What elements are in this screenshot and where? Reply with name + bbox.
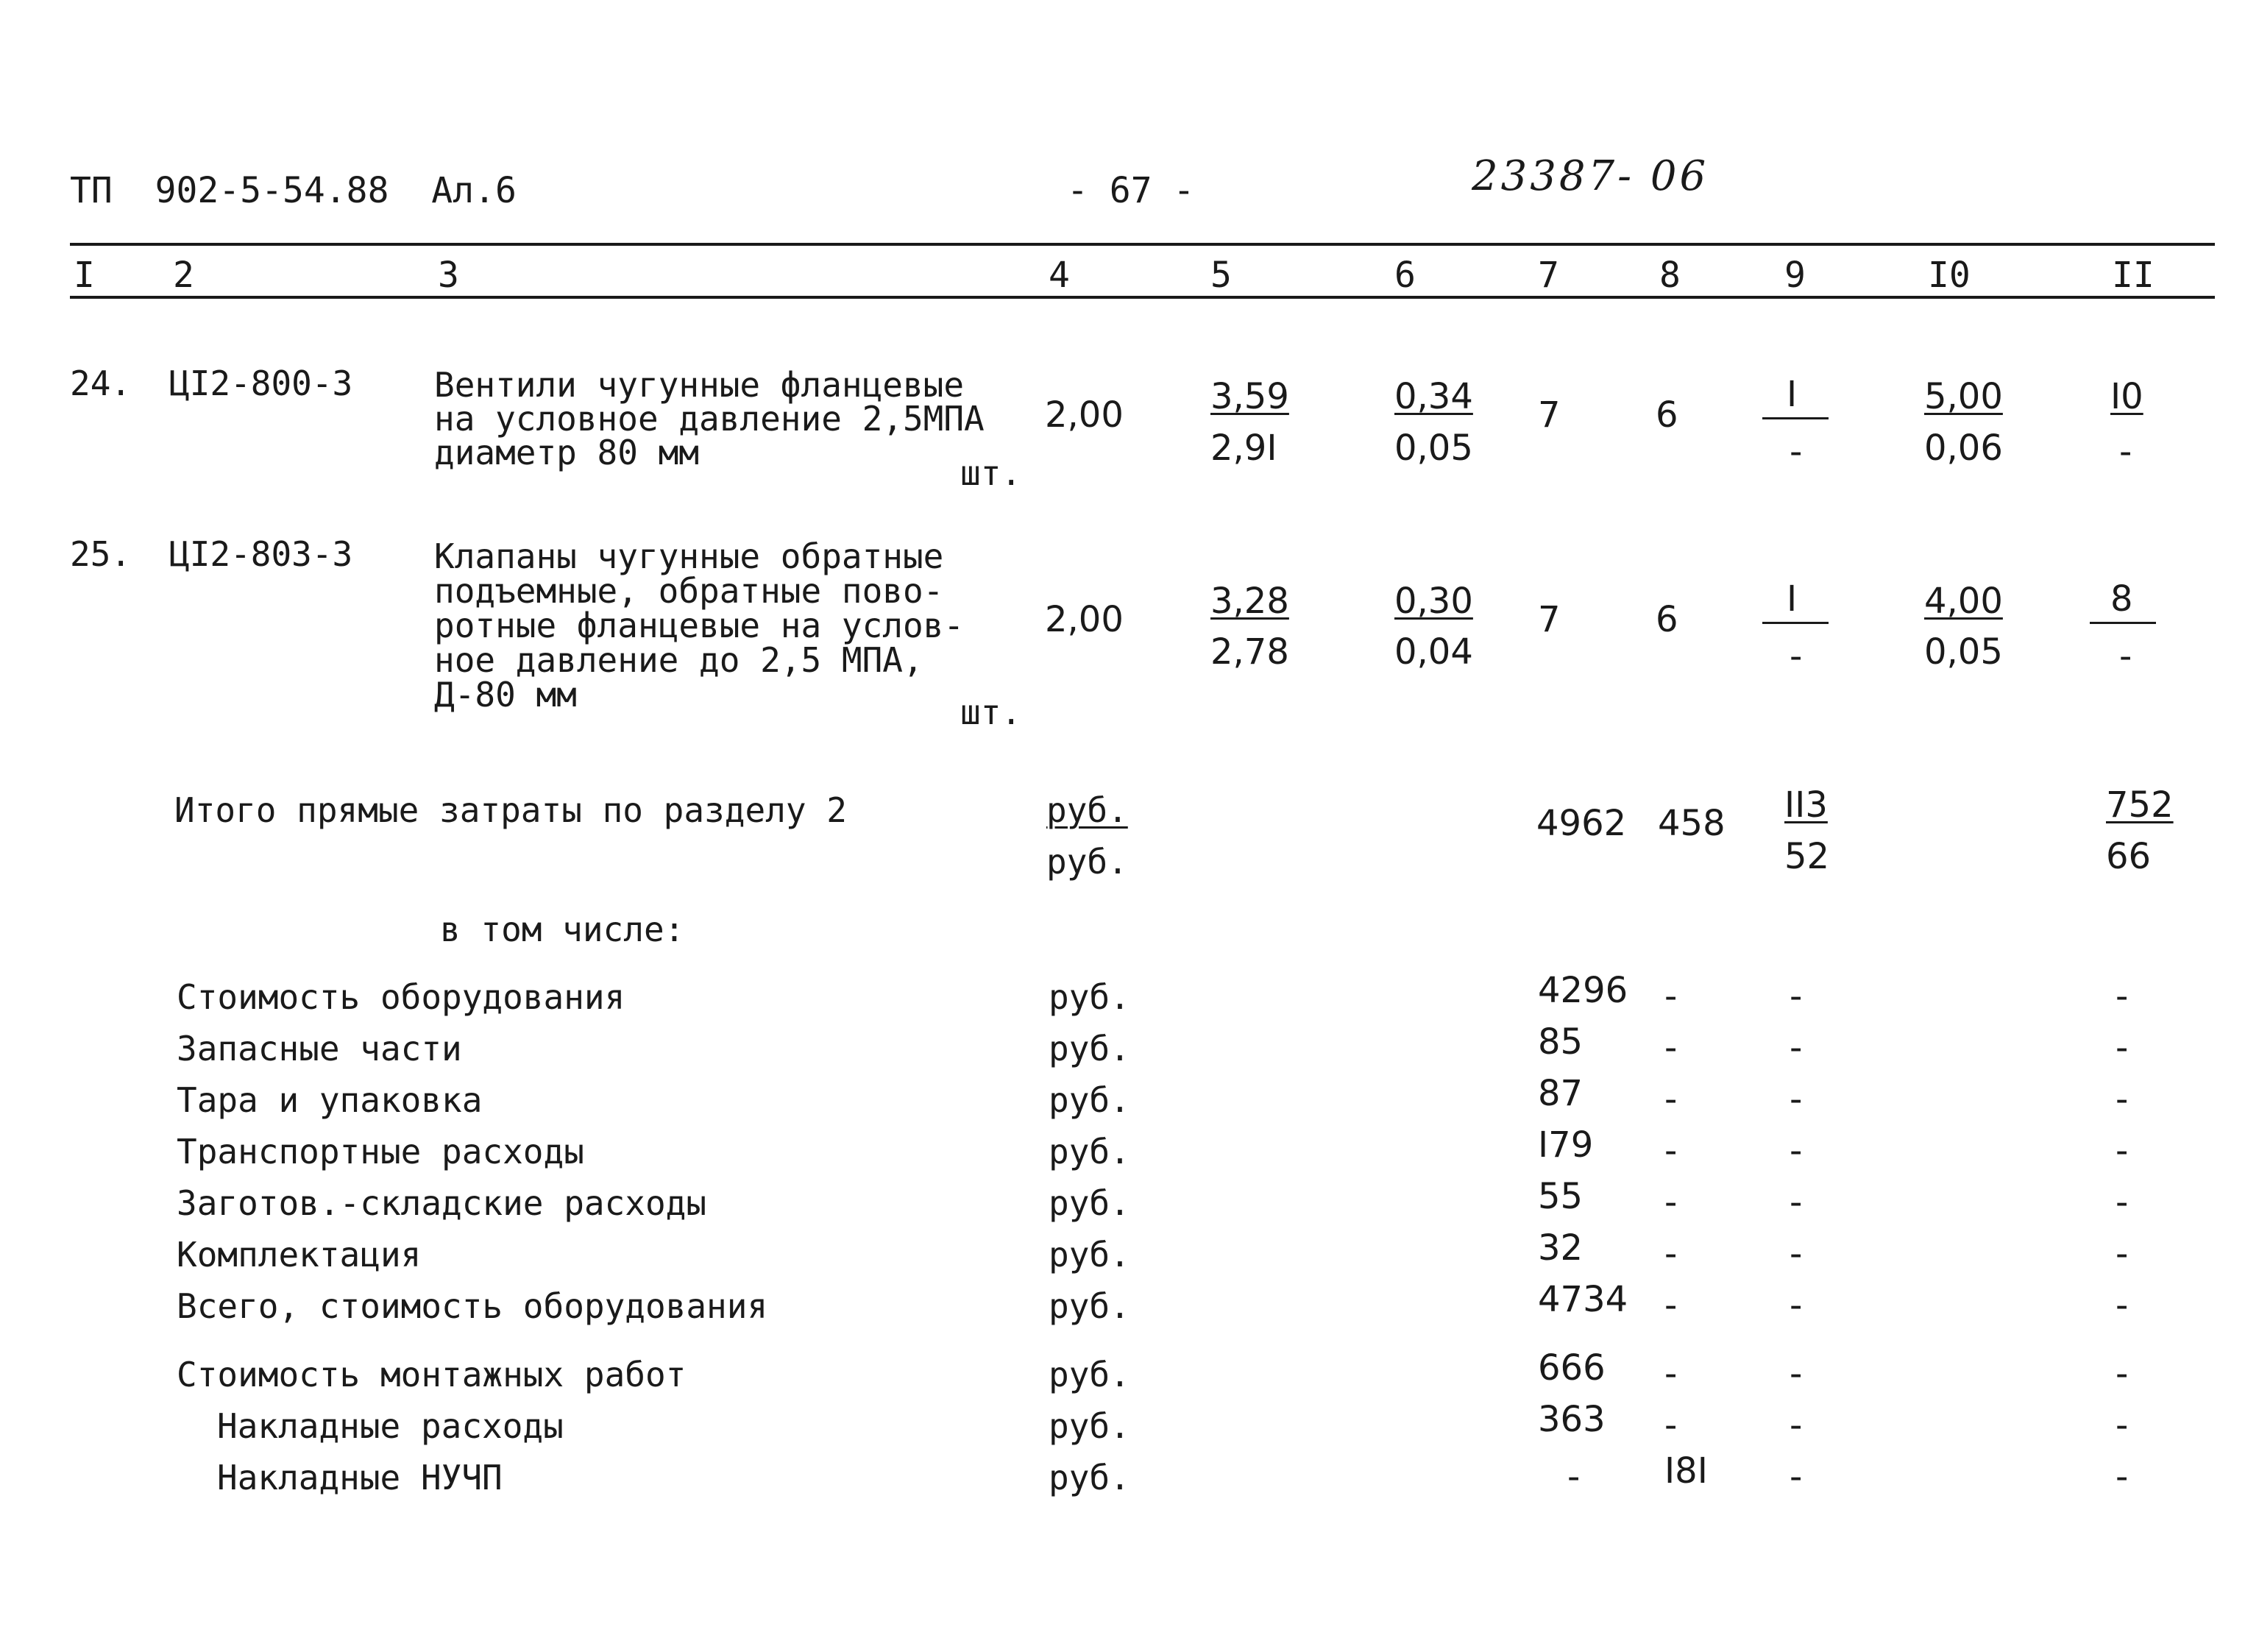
total-col11-bottom: 66 — [2106, 836, 2152, 877]
item-col5-bottom: 2,78 — [1210, 631, 1289, 673]
column-header-1: I — [74, 255, 95, 296]
total-col11-top: 752 — [2106, 784, 2174, 826]
breakdown-label: Накладные расходы — [217, 1406, 564, 1446]
item-col9-bottom: - — [1790, 636, 1803, 677]
breakdown-col8: - — [1664, 1285, 1678, 1326]
breakdown-col7: - — [1567, 1456, 1581, 1497]
breakdown-col8: - — [1664, 976, 1678, 1017]
item-description-line: Клапаны чугунные обратные — [434, 536, 944, 576]
breakdown-col9: - — [1790, 1130, 1803, 1171]
breakdown-col9: - — [1790, 1285, 1803, 1326]
breakdown-col11: - — [2116, 1456, 2129, 1497]
column-header-4: 4 — [1049, 255, 1070, 296]
fraction-bar — [1762, 417, 1829, 419]
breakdown-label: Запасные части — [177, 1029, 462, 1068]
column-header-9: 9 — [1784, 255, 1806, 296]
item-description-line: Вентили чугунные фланцевые — [434, 365, 965, 405]
breakdown-col11: - — [2116, 1130, 2129, 1171]
breakdown-col8: - — [1664, 1353, 1678, 1394]
breakdown-unit: руб. — [1049, 977, 1130, 1017]
fraction-bar — [1762, 622, 1829, 624]
item-unit: шт. — [960, 692, 1022, 732]
item-col11-bottom: - — [2119, 431, 2132, 472]
breakdown-col8: - — [1664, 1130, 1678, 1171]
breakdown-col7: 4296 — [1538, 970, 1628, 1011]
item-col9-bottom: - — [1790, 431, 1803, 472]
breakdown-label: Стоимость оборудования — [177, 977, 625, 1017]
total-col8: 458 — [1658, 803, 1726, 844]
item-code: ЦI2-800-3 — [169, 364, 353, 403]
breakdown-col9: - — [1790, 1233, 1803, 1275]
fraction-bar — [2090, 622, 2156, 624]
breakdown-col8: - — [1664, 1233, 1678, 1275]
total-col9-top: II3 — [1784, 784, 1828, 826]
total-unit-top: руб. — [1046, 790, 1128, 830]
total-label: Итого прямые затраты по разделу 2 — [174, 790, 847, 830]
column-header-10: I0 — [1928, 255, 1971, 296]
breakdown-col9: - — [1790, 1027, 1803, 1068]
breakdown-col9: - — [1790, 1353, 1803, 1394]
breakdown-col11: - — [2116, 1405, 2129, 1446]
item-col5-top: 3,59 — [1210, 376, 1289, 417]
document-code: ТП 902-5-54.88 Ал.6 — [70, 170, 517, 211]
item-description-line: на условное давление 2,5МПА — [434, 399, 985, 439]
breakdown-unit: руб. — [1049, 1355, 1130, 1394]
breakdown-col11: - — [2116, 1079, 2129, 1120]
column-header-11: II — [2112, 255, 2155, 296]
breakdown-label: Транспортные расходы — [177, 1132, 584, 1171]
item-col6-bottom: 0,05 — [1394, 428, 1473, 469]
column-header-6: 6 — [1394, 255, 1416, 296]
breakdown-col11: - — [2116, 1182, 2129, 1223]
item-description-line: ротные фланцевые на услов- — [434, 606, 965, 645]
item-col8: 6 — [1656, 599, 1678, 640]
page-number: - 67 - — [1067, 170, 1195, 211]
breakdown-label: Всего, стоимость оборудования — [177, 1286, 768, 1326]
breakdown-col8: - — [1664, 1079, 1678, 1120]
breakdown-unit: руб. — [1049, 1458, 1130, 1497]
item-description-line: Д-80 мм — [434, 675, 577, 715]
total-col7: 4962 — [1536, 803, 1627, 844]
header-top-rule — [70, 243, 2215, 246]
breakdown-col7: 32 — [1538, 1227, 1584, 1269]
item-col11-bottom: - — [2119, 636, 2132, 677]
item-description-line: подъемные, обратные пово- — [434, 571, 944, 611]
total-col9-bottom: 52 — [1784, 836, 1830, 877]
breakdown-unit: руб. — [1049, 1029, 1130, 1068]
item-col5-top: 3,28 — [1210, 581, 1289, 622]
breakdown-col11: - — [2116, 1027, 2129, 1068]
including-label: в том числе: — [440, 910, 685, 949]
item-col8: 6 — [1656, 394, 1678, 436]
breakdown-label: Заготов.-складские расходы — [177, 1183, 707, 1223]
item-col7: 7 — [1538, 599, 1561, 640]
item-col6-top: 0,34 — [1394, 376, 1473, 417]
breakdown-col7: 55 — [1538, 1176, 1584, 1217]
breakdown-unit: руб. — [1049, 1132, 1130, 1171]
breakdown-col8: I8I — [1664, 1450, 1708, 1492]
breakdown-label: Стоимость монтажных работ — [177, 1355, 687, 1394]
handwritten-number: 23387- 06 — [1472, 152, 1709, 200]
breakdown-unit: руб. — [1049, 1406, 1130, 1446]
total-unit-bottom: руб. — [1046, 842, 1128, 882]
breakdown-col7: 363 — [1538, 1399, 1606, 1440]
breakdown-col7: 666 — [1538, 1347, 1606, 1389]
item-col9-top: I — [1787, 374, 1798, 415]
item-col7: 7 — [1538, 394, 1561, 436]
item-col10-top: 5,00 — [1924, 376, 2003, 417]
item-description-line: ное давление до 2,5 МПА, — [434, 640, 923, 680]
item-col11-top: I0 — [2110, 376, 2143, 417]
breakdown-col11: - — [2116, 1353, 2129, 1394]
breakdown-col7: 4734 — [1538, 1279, 1628, 1320]
breakdown-col8: - — [1664, 1182, 1678, 1223]
breakdown-col7: 87 — [1538, 1073, 1584, 1114]
breakdown-unit: руб. — [1049, 1286, 1130, 1326]
breakdown-col8: - — [1664, 1027, 1678, 1068]
item-col11-top: 8 — [2110, 578, 2133, 620]
item-description-line: диаметр 80 мм — [434, 433, 700, 472]
breakdown-col11: - — [2116, 976, 2129, 1017]
item-col6-bottom: 0,04 — [1394, 631, 1473, 673]
column-header-8: 8 — [1659, 255, 1681, 296]
breakdown-col9: - — [1790, 1405, 1803, 1446]
breakdown-col7: I79 — [1538, 1124, 1594, 1166]
breakdown-col11: - — [2116, 1233, 2129, 1275]
column-header-7: 7 — [1538, 255, 1559, 296]
item-col6-top: 0,30 — [1394, 581, 1473, 622]
column-header-3: 3 — [438, 255, 459, 296]
breakdown-col9: - — [1790, 1079, 1803, 1120]
item-unit: шт. — [960, 453, 1022, 493]
breakdown-col11: - — [2116, 1285, 2129, 1326]
breakdown-unit: руб. — [1049, 1235, 1130, 1275]
breakdown-label: Тара и упаковка — [177, 1080, 483, 1120]
breakdown-col9: - — [1790, 1456, 1803, 1497]
item-number: 24. — [70, 364, 132, 403]
column-header-5: 5 — [1210, 255, 1232, 296]
breakdown-unit: руб. — [1049, 1183, 1130, 1223]
item-col10-bottom: 0,06 — [1924, 428, 2003, 469]
breakdown-col9: - — [1790, 1182, 1803, 1223]
breakdown-col8: - — [1664, 1405, 1678, 1446]
item-number: 25. — [70, 534, 132, 574]
item-col5-bottom: 2,9I — [1210, 428, 1277, 469]
column-header-2: 2 — [173, 255, 194, 296]
breakdown-unit: руб. — [1049, 1080, 1130, 1120]
item-col10-bottom: 0,05 — [1924, 631, 2003, 673]
breakdown-label: Накладные НУЧП — [217, 1458, 503, 1497]
item-col9-top: I — [1787, 578, 1798, 620]
item-col10-top: 4,00 — [1924, 581, 2003, 622]
breakdown-col7: 85 — [1538, 1021, 1584, 1063]
breakdown-label: Комплектация — [177, 1235, 422, 1275]
item-code: ЦI2-803-3 — [169, 534, 353, 574]
item-quantity: 2,00 — [1045, 599, 1124, 640]
breakdown-col9: - — [1790, 976, 1803, 1017]
header-bottom-rule — [70, 296, 2215, 299]
item-quantity: 2,00 — [1045, 394, 1124, 436]
